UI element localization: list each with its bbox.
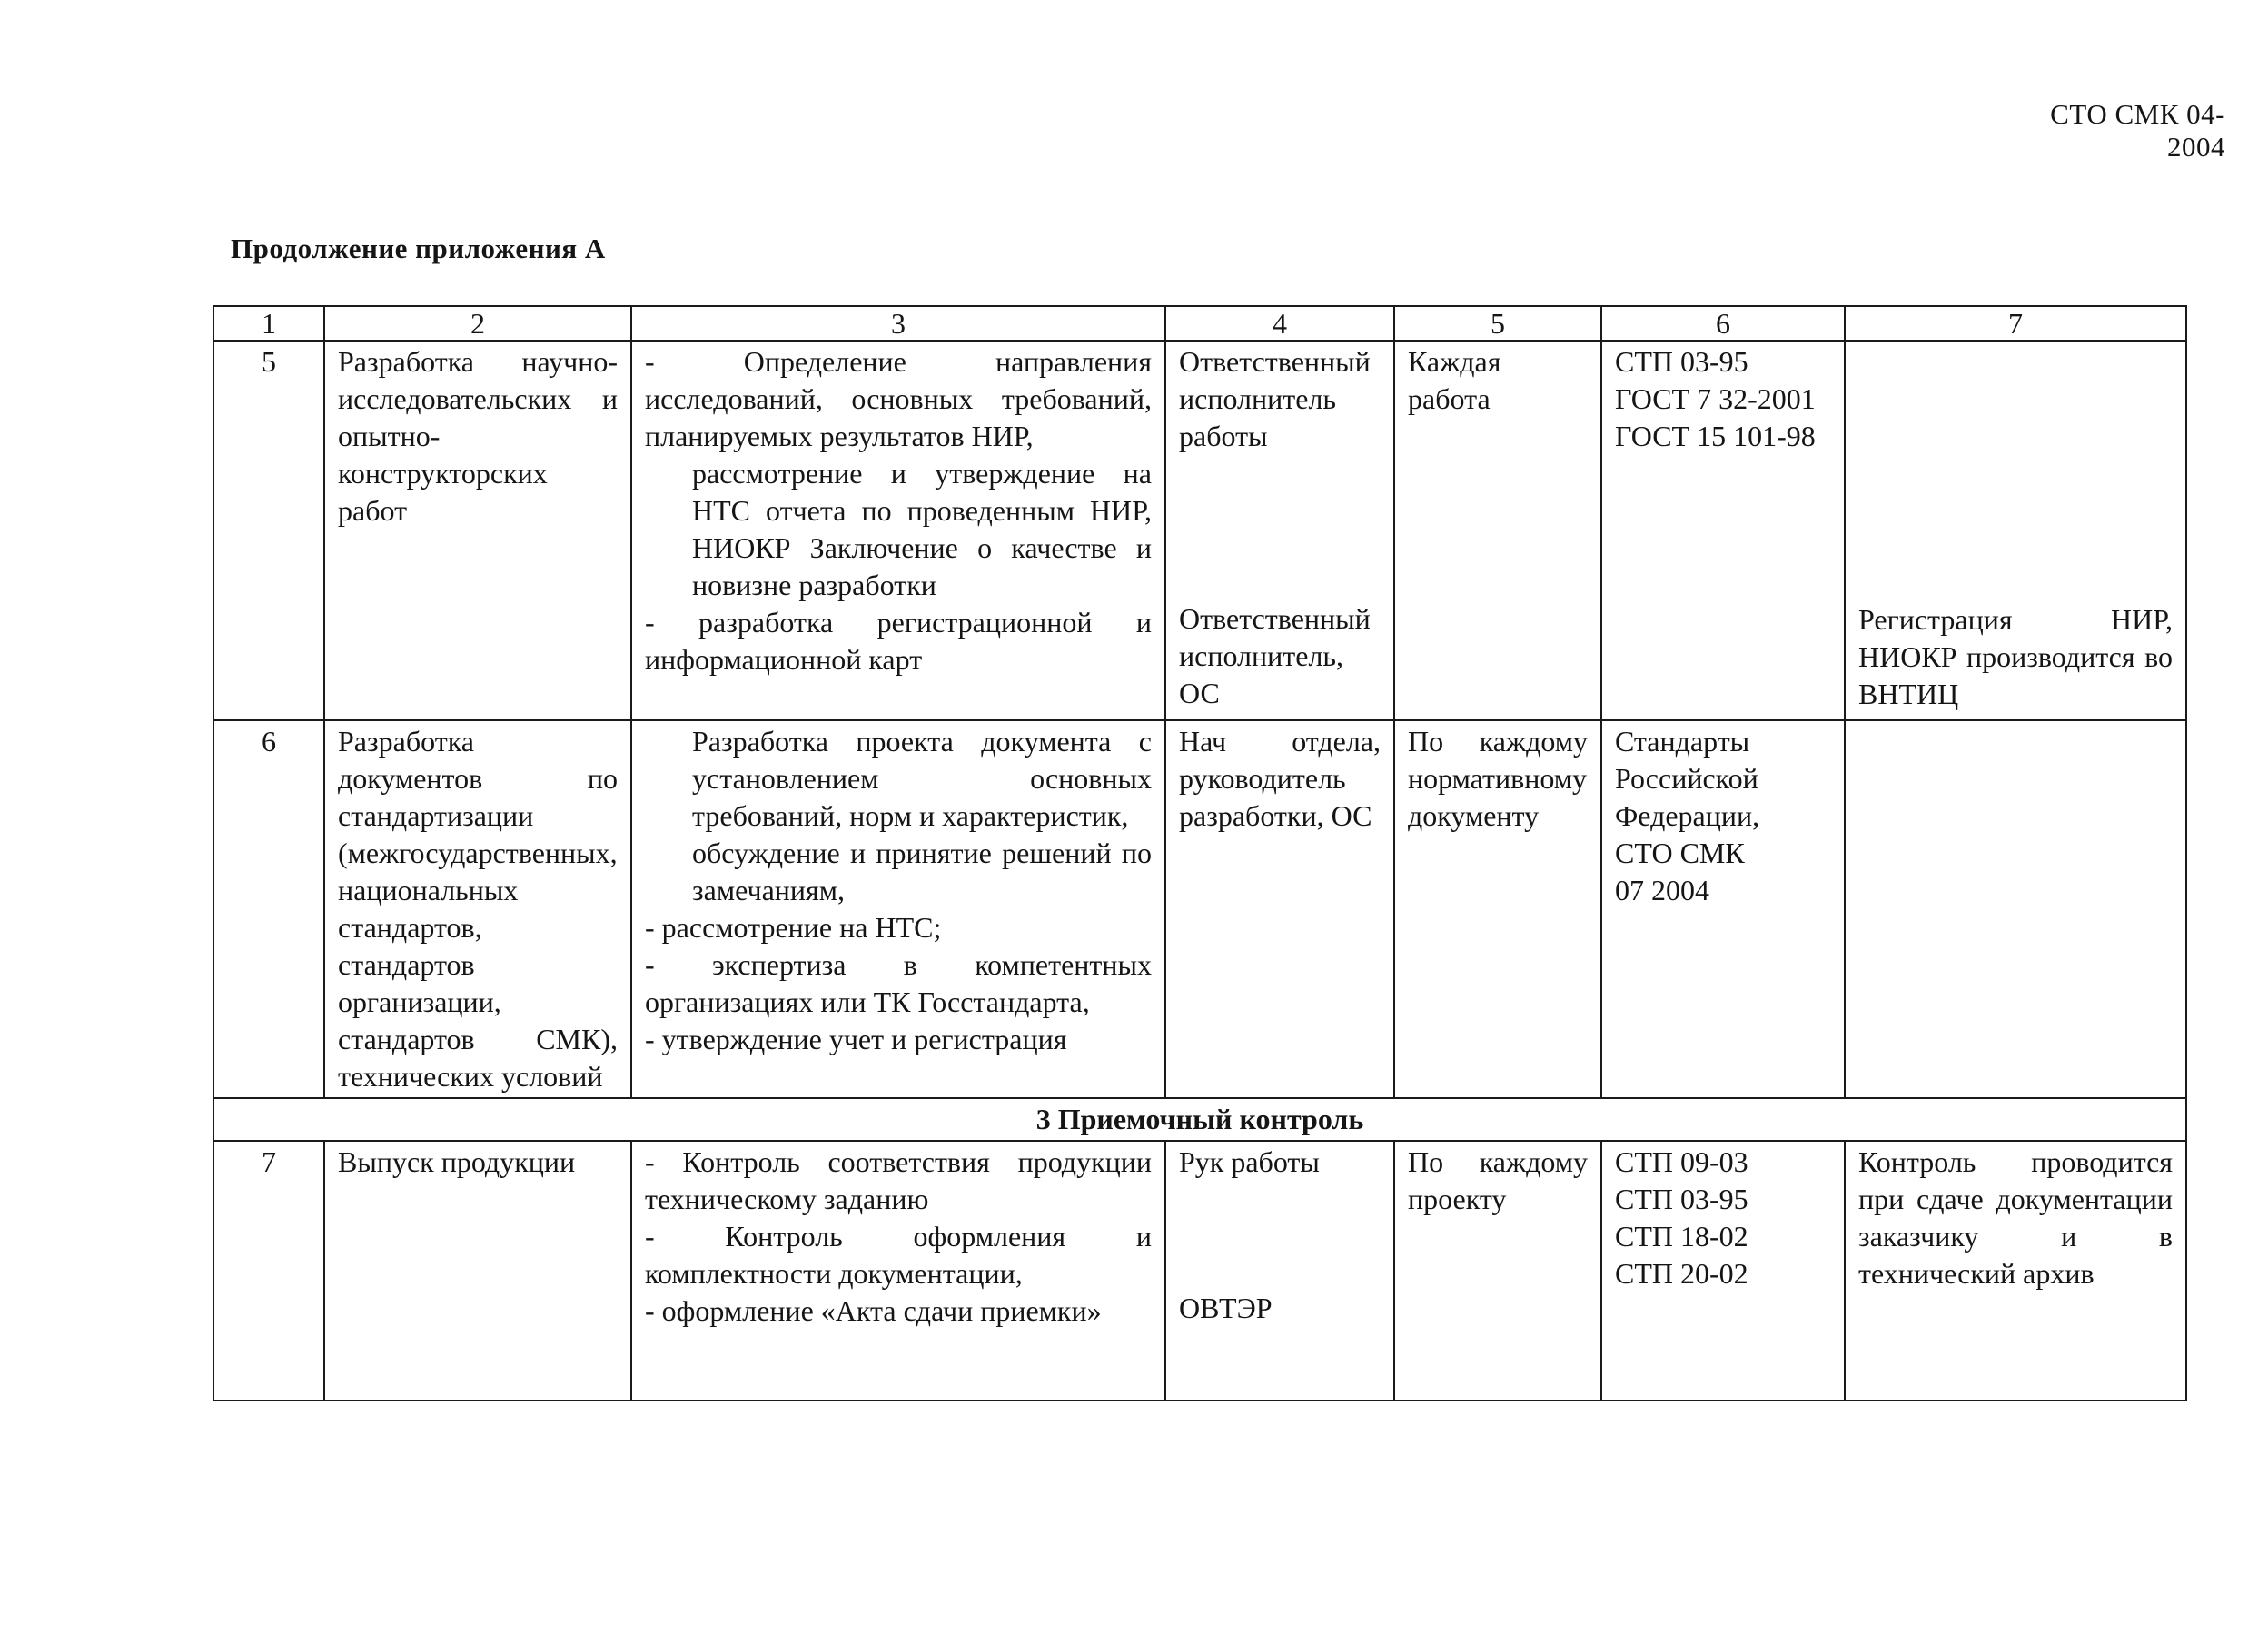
table-row — [213, 1141, 2186, 1401]
frequency-cell: Каждая работа — [1394, 341, 1601, 720]
document-ref: ГОСТ 7 32-2001 — [1615, 382, 1816, 415]
header-cell: 7 — [1845, 306, 2186, 341]
responsible-item: Рук работы — [1179, 1145, 1320, 1178]
documents-cell — [1601, 720, 1845, 1098]
actions-cell — [631, 1141, 1165, 1401]
action-item: - оформление «Акта сдачи приемки» — [645, 1294, 1102, 1327]
stage-cell: Разработка документов по стандартизации (межгосударственных, национальных стандартов, стандартов организации, стандартов СМК), технических условий — [324, 720, 631, 1098]
document-ref: СТП 09-03 — [1615, 1145, 1748, 1178]
header-cell: 2 — [324, 306, 631, 341]
header-cell: 1 — [213, 306, 324, 341]
table-row — [213, 341, 2186, 720]
responsible-item: Ответственный исполнитель работы — [1179, 345, 1371, 452]
document-ref: 07 2004 — [1615, 874, 1709, 906]
header-cell: 3 — [631, 306, 1165, 341]
row-number: 5 — [213, 341, 324, 720]
table-row — [213, 720, 2186, 1098]
note-cell: Контроль проводится при сдаче документации заказчику и в технический архив — [1845, 1141, 2186, 1401]
document-ref: СТП 03-95 — [1615, 345, 1748, 378]
action-item: - Контроль соответствия продукции техническому заданию — [645, 1145, 1152, 1215]
action-item: - рассмотрение на НТС; — [645, 911, 942, 944]
header-row — [213, 306, 2186, 341]
actions-cell — [631, 720, 1165, 1098]
section-row — [213, 1098, 2186, 1141]
action-item: - утверждение учет и регистрация — [645, 1023, 1067, 1055]
action-item: - экспертиза в компетентных организациях или ТК Госстандарта, — [645, 948, 1152, 1018]
document-code: СТО СМК 04-2004 — [2050, 98, 2225, 163]
responsible-item: ОВТЭР — [1179, 1292, 1273, 1324]
header-cell: 5 — [1394, 306, 1601, 341]
appendix-caption: Продолжение приложения А — [231, 233, 606, 264]
responsible-cell — [1165, 341, 1394, 720]
row-number: 7 — [213, 1141, 324, 1401]
documents-cell — [1601, 1141, 1845, 1401]
process-table — [213, 305, 2187, 1401]
document-ref: СТО СМК — [1615, 837, 1745, 869]
responsible-cell: Нач отдела, руководитель разработки, ОС — [1165, 720, 1394, 1098]
responsible-item: Ответственный исполнитель, ОС — [1179, 602, 1371, 709]
action-item: - разработка регистрационной и информационной карт — [645, 606, 1152, 676]
document-ref: ГОСТ 15 101-98 — [1615, 420, 1816, 452]
frequency-cell: По каждому проекту — [1394, 1141, 1601, 1401]
section-title: 3 Приемочный контроль — [213, 1098, 2186, 1141]
frequency-cell: По каждому нормативному документу — [1394, 720, 1601, 1098]
note-text: Регистрация НИР, НИОКР производится во ВНТИЦ — [1858, 603, 2173, 710]
note-cell — [1845, 341, 2186, 720]
action-item: - Контроль оформления и комплектности документации, — [645, 1220, 1152, 1290]
actions-cell — [631, 341, 1165, 720]
action-item: обсуждение и принятие решений по замечаниям, — [692, 837, 1152, 906]
action-item: Разработка проекта документа с установлением основных требований, норм и характеристик, — [692, 725, 1152, 832]
documents-cell — [1601, 341, 1845, 720]
stage-cell: Выпуск продукции — [324, 1141, 631, 1401]
document-ref: СТП 03-95 — [1615, 1183, 1748, 1215]
document-ref: Стандарты Российской Федерации, — [1615, 725, 1760, 832]
action-item: - Определение направления исследований, основных требований, планируемых результатов НИР, — [645, 345, 1152, 452]
header-cell: 6 — [1601, 306, 1845, 341]
responsible-cell — [1165, 1141, 1394, 1401]
document-ref: СТП 20-02 — [1615, 1257, 1748, 1290]
document-ref: СТП 18-02 — [1615, 1220, 1748, 1253]
header-cell: 4 — [1165, 306, 1394, 341]
row-number: 6 — [213, 720, 324, 1098]
stage-cell: Разработка научно-исследовательских и опытно-конструкторских работ — [324, 341, 631, 720]
note-cell — [1845, 720, 2186, 1098]
action-item: рассмотрение и утверждение на НТС отчета по проведенным НИР, НИОКР Заключение о качестве и новизне разработки — [692, 457, 1152, 601]
